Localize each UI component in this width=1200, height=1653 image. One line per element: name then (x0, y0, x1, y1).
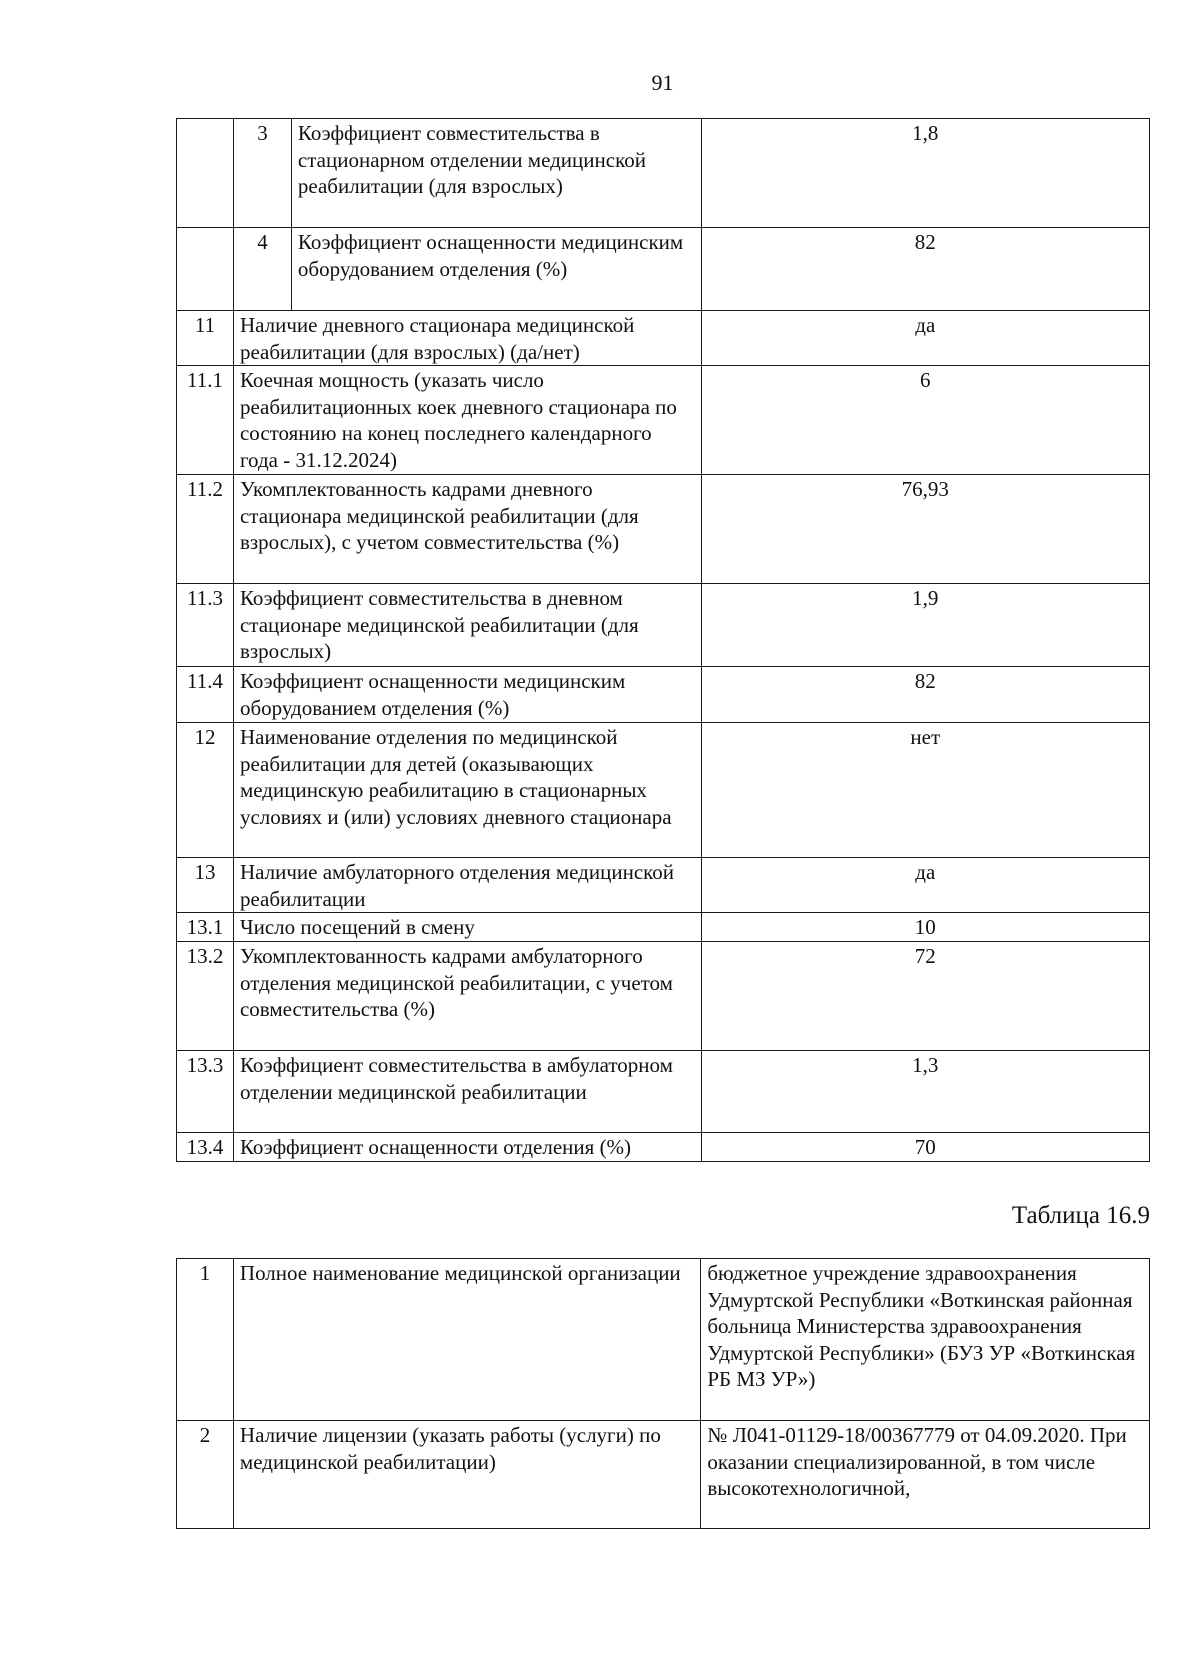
row-label: Коэффициент оснащенности медицинским оборудованием отделения (%) (291, 228, 701, 311)
row-label: Полное наименование медицинской организации (233, 1259, 700, 1421)
page-number: 91 (651, 70, 674, 95)
table-row (177, 119, 1150, 228)
row-number: 13.2 (177, 942, 234, 1051)
row-number: 1 (177, 1259, 234, 1421)
row-label: Коэффициент совместительства в дневном стационаре медицинской реабилитации (для взрослых) (233, 584, 701, 667)
organization-info-table (176, 1258, 1150, 1529)
row-value: бюджетное учреждение здравоохранения Удмуртской Республики «Воткинская районная больница Министерства здравоохранения Удмуртской Республики» (БУЗ УР «Воткинская РБ МЗ УР») (701, 1259, 1150, 1421)
row-number (177, 119, 234, 228)
row-label: Число посещений в смену (233, 913, 701, 942)
table-row (177, 1133, 1150, 1162)
table-row (177, 228, 1150, 311)
row-value: № Л041-01129-18/00367779 от 04.09.2020. При оказании специализированной, в том числе высокотехнологичной, (701, 1421, 1150, 1529)
row-value: 1,9 (701, 584, 1149, 667)
row-label: Наличие амбулаторного отделения медицинской реабилитации (233, 858, 701, 913)
row-label: Коэффициент оснащенности отделения (%) (233, 1133, 701, 1162)
rehabilitation-indicators-table (176, 118, 1150, 1162)
row-label: Наличие дневного стационара медицинской реабилитации (для взрослых) (да/нет) (233, 311, 701, 366)
table-row (177, 858, 1150, 913)
row-number: 13.3 (177, 1051, 234, 1133)
table-row (177, 366, 1150, 475)
row-value: 82 (701, 228, 1149, 311)
row-number: 11 (177, 311, 234, 366)
row-value: 1,8 (701, 119, 1149, 228)
table-row (177, 1421, 1150, 1529)
row-value: да (701, 858, 1149, 913)
row-number: 11.3 (177, 584, 234, 667)
row-label: Укомплектованность кадрами дневного стационара медицинской реабилитации (для взрослых), с учетом совместительства (%) (233, 475, 701, 584)
table-row (177, 1259, 1150, 1421)
table-row (177, 1051, 1150, 1133)
row-value: 70 (701, 1133, 1149, 1162)
row-number: 11.4 (177, 667, 234, 723)
row-label: Коэффициент совместительства в амбулаторном отделении медицинской реабилитации (233, 1051, 701, 1133)
row-label: Укомплектованность кадрами амбулаторного отделения медицинской реабилитации, с учетом совместительства (%) (233, 942, 701, 1051)
table-row (177, 942, 1150, 1051)
row-value: 1,3 (701, 1051, 1149, 1133)
table-row (177, 913, 1150, 942)
row-value: 72 (701, 942, 1149, 1051)
row-value: нет (701, 723, 1149, 858)
row-value: 6 (701, 366, 1149, 475)
row-number: 13 (177, 858, 234, 913)
row-subnumber: 3 (233, 119, 291, 228)
row-number: 12 (177, 723, 234, 858)
row-number (177, 228, 234, 311)
table-row (177, 311, 1150, 366)
row-value: да (701, 311, 1149, 366)
row-number: 13.1 (177, 913, 234, 942)
row-value: 82 (701, 667, 1149, 723)
row-subnumber: 4 (233, 228, 291, 311)
row-label: Коечная мощность (указать число реабилитационных коек дневного стационара по состоянию на конец последнего календарного года - 31.12.2024) (233, 366, 701, 475)
table-caption: Таблица 16.9 (1011, 1202, 1150, 1229)
row-label: Наименование отделения по медицинской реабилитации для детей (оказывающих медицинскую реабилитацию в стационарных условиях и (или) условиях дневного стационара (233, 723, 701, 858)
table-row (177, 584, 1150, 667)
table-row (177, 667, 1150, 723)
row-number: 13.4 (177, 1133, 234, 1162)
row-number: 11.1 (177, 366, 234, 475)
row-number: 11.2 (177, 475, 234, 584)
row-value: 10 (701, 913, 1149, 942)
table-row (177, 723, 1150, 858)
table-row (177, 475, 1150, 584)
row-label: Наличие лицензии (указать работы (услуги) по медицинской реабилитации) (233, 1421, 700, 1529)
row-number: 2 (177, 1421, 234, 1529)
row-value: 76,93 (701, 475, 1149, 584)
row-label: Коэффициент оснащенности медицинским оборудованием отделения (%) (233, 667, 701, 723)
row-label: Коэффициент совместительства в стационарном отделении медицинской реабилитации (для взрослых) (291, 119, 701, 228)
